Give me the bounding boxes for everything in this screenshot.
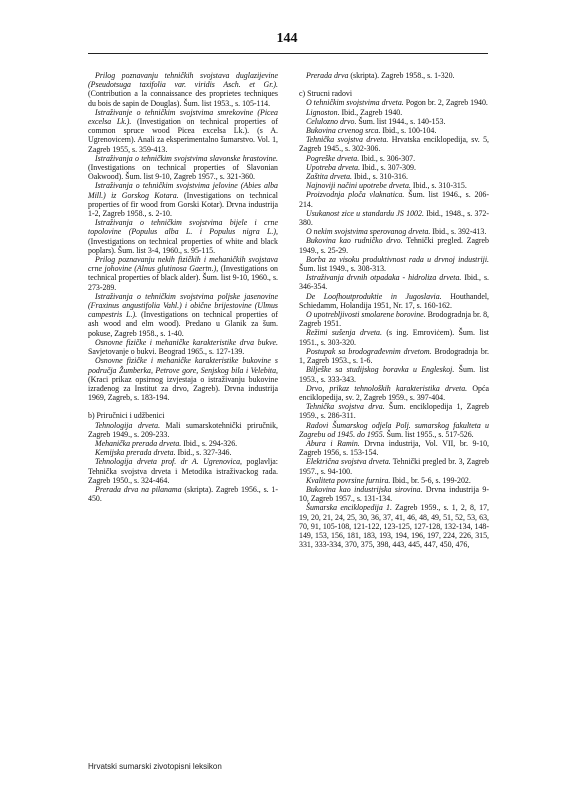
entry-details: Ibid., s. 346-354.: [299, 273, 489, 292]
entry-title: Kvaliteta povrsine furnira.: [306, 475, 391, 485]
entry-details: (skripta). Zagreb 1958., s. 1-320.: [348, 71, 455, 80]
bibliography-entry: [299, 347, 489, 365]
entry-details: Šum. list 1946., s. 206-214.: [299, 190, 489, 209]
entry-title: Drvo, prikaz tehnoloških karakteristika drveta.: [306, 383, 468, 393]
entry-title: Prerada drva na pilanama: [95, 484, 182, 494]
entry-title: Mehanička prerada drveta.: [95, 438, 182, 448]
bibliography-entry: [299, 135, 489, 153]
entry-title: Osnovne fizičke i mehaničke karakteristike drva bukve.: [95, 337, 278, 347]
entry-title: Istraživanje o tehničkim svojstvima smrekovine (Picea excelsa Lk.).: [88, 107, 278, 127]
bibliography-entry: [299, 98, 489, 107]
bibliography-entry: [299, 227, 489, 236]
entry-title: Abura i Ramin.: [306, 438, 360, 448]
entry-details: (Contribution a la connaissance des proprietes techniques du bois de sapin de Douglas). Šum. list 1953., s. 105-114.: [88, 89, 278, 108]
bibliography-entry: [299, 126, 489, 135]
entry-title: Istraživanja o tehničkim svojstvima poljske jasenovine (Fraxinus angustifolia Vahl.) i obične brijestovine (Ulmus campestris L.).: [88, 291, 278, 320]
entry-title: O upotrebljivosti smolarene borovine.: [306, 310, 426, 320]
bibliography-entry: [299, 310, 489, 328]
entry-title: O nekim svojstvima sperovanog drveta.: [306, 227, 431, 237]
entry-details: Brodogradnja br. 1, Zagreb 1953., s. 1-6.: [299, 346, 490, 366]
bibliography-entry: [299, 190, 489, 208]
entry-details: (Investigations on technical properties of fir wood from Gorski Kotar). Drvna industrija 1-2, Zagreb 1958., s. 2-10.: [88, 190, 278, 219]
section-heading: [88, 411, 278, 420]
entry-details: Houthandel, Schiedamm, Holandija 1951, Nr. 17, s. 160-162.: [299, 291, 489, 310]
bibliography-entry: [88, 485, 278, 503]
entry-details: (skripta). Zagreb 1956., s. 1-450.: [88, 484, 278, 504]
entry-details: Hrvatska enciklopedija, sv. 5, Zagreb 1945., s. 302-306.: [299, 135, 490, 154]
entry-title: Bilješke sa studijskog boravka u Engleskoj.: [306, 365, 455, 375]
bibliography-entry: [299, 457, 489, 475]
entry-details: (Kraci prikaz opsirnog izvjestaja o istraživanju bukovine izrađenog za Institut za drvo, Zagreb). Drvna industrija 1969, Zagreb, s. 183-194.: [88, 374, 278, 403]
entry-title: Usukanost zice u standardu JS 1002.: [306, 208, 424, 218]
entry-title: Istraživanja o tehničkim svojstvima jelovine (Abies alba Mill.) iz Gorskog Kotara.: [88, 181, 278, 200]
entry-title: Najnoviji načini upotrebe drveta.: [306, 181, 411, 191]
bibliography-entry: [88, 218, 278, 255]
bibliography-entry: [299, 384, 489, 402]
bibliography-entry: [299, 439, 489, 457]
entry-details: (Investigations on technical properties of black alder). Šum. list 9-10, 1960., s. 273-289.: [88, 264, 278, 292]
entry-title: Borba za visoku produktivnost rada u drvnoj industriji.: [306, 254, 489, 264]
entry-title: Režimi sušenja drveta.: [306, 328, 382, 338]
entry-details: poglavlja: Tehnička svojstva drveta i Metodika istraživackog rada. Zagreb 1950., s. 324-464.: [88, 457, 278, 485]
entry-title: Bukovina kao industrijska sirovina.: [306, 484, 423, 494]
bibliography-entry: [299, 172, 489, 181]
entry-details: (Investigations on technical properties of ash wood and elm wood). Predano u Glanik za šum. pokuse, Zagreb 1958., s. 1-40.: [88, 310, 278, 338]
bibliography-entry: [299, 485, 489, 503]
bibliography-entry: [88, 154, 278, 182]
entry-details: Šum. list 1955., s. 517-526.: [384, 429, 474, 439]
entry-title: Tehnička svojstva drva.: [306, 402, 385, 412]
bibliography-entry: [88, 181, 278, 218]
bibliography-entry: [299, 236, 489, 254]
entry-title: Lignoston.: [306, 107, 340, 117]
entry-details: Brodogradnja br. 8, Zagreb 1951.: [299, 310, 490, 329]
entry-title: Prilog poznavanju nekih fizičkih i mehaničkih svojstava crne johovine (Alnus glutinosa Gaertn.),: [88, 255, 278, 274]
right-column: [299, 71, 489, 549]
bibliography-entry: [299, 292, 489, 310]
entry-details: Ibid., s. 310-316.: [352, 172, 408, 182]
entry-title: O tehničkim svojstvima drveta.: [306, 98, 404, 108]
bibliography-entry: [299, 209, 489, 227]
bibliography-entry: [299, 108, 489, 117]
entry-title: Tehnologija drveta prof. dr A. Ugrenovica,: [95, 457, 243, 467]
entry-details: (Investigations on technical properties of Slavonian Oakwood). Šum. list 9-10, Zagreb 1957., s. 321-360.: [88, 163, 278, 182]
bibliography-entry: [299, 476, 489, 485]
entry-details: Savjetovanje o bukvi. Beograd 1965., s. 127-139.: [88, 347, 245, 357]
entry-title: Celulozno drvo.: [306, 116, 357, 126]
bibliography-entry: [88, 108, 278, 154]
entry-title: Električna svojstva drveta.: [306, 457, 391, 467]
entry-title: Istraživanja o tehničkim svojstvima bijele i crne topolovine (Populus alba L. i Populus nigra L.),: [88, 218, 278, 237]
entry-details: Ibid., s. 307-309.: [360, 162, 416, 172]
entry-title: Tehnička svojstva drveta.: [306, 135, 389, 145]
entry-details: Mali sumarskotehnički priručnik, Zagreb 1949., s. 209-233.: [88, 420, 278, 439]
bibliography-entry: [88, 421, 278, 439]
entry-details: Ibid., 1948., s. 372-380.: [299, 208, 489, 228]
entry-details: (s ing. Emroviċem). Šum. list 1951., s. 303-320.: [299, 328, 489, 347]
bibliography-entry: [88, 356, 278, 402]
entry-title: Pogreške drveta.: [306, 153, 360, 163]
bibliography-entry: [299, 255, 489, 273]
entry-details: Ibid., s. 327-346.: [175, 448, 232, 458]
entry-details: c) Strucni radovi: [299, 89, 353, 99]
entry-details: Šum. enciklopedija 1, Zagreb 1959., s. 286-311.: [299, 402, 489, 421]
entry-title: Istraživanja drvnih otpadaka - hidroliza drveta.: [306, 273, 462, 283]
bibliography-entry: [299, 273, 489, 291]
bibliography-entry: [299, 71, 489, 80]
entry-details: Opća enciklopedija, sv. 2, Zagreb 1959., s. 397-404.: [299, 383, 489, 402]
entry-details: Ibid., s. 392-413.: [430, 227, 487, 237]
bibliography-entry: [299, 365, 489, 383]
bibliography-entry: [299, 154, 489, 163]
bibliography-entry: [299, 402, 489, 420]
bibliography-entry: [88, 71, 278, 108]
entry-details: b) Priručnici i udžbenici: [88, 411, 165, 421]
entry-details: Ibid., s. 310-315.: [410, 181, 467, 191]
entry-details: Šum. list 1944., s. 140-153.: [356, 116, 446, 126]
entry-details: Tehnički pregled. Zagreb 1949., s. 25-29.: [299, 236, 489, 255]
entry-title: Bukovina crvenog srca.: [306, 126, 381, 136]
entry-title: Upotreba drveta.: [306, 162, 361, 172]
entry-details: Pogon br. 2, Zagreb 1940.: [403, 98, 488, 108]
entry-title: De Loofhoutproduktie in Jugoslavia.: [306, 291, 442, 301]
header-rule: [88, 53, 488, 54]
bibliography-entry: [88, 255, 278, 292]
section-heading: [299, 89, 489, 98]
bibliography-entry: [299, 328, 489, 346]
entry-details: Ibid., s. 306-307.: [359, 153, 416, 163]
entry-details: Zagreb 1959., s. 1, 2, 8, 17, 19, 20, 21, 24, 25, 30, 36, 37, 41, 46, 48, 49, 51, 52, 53, 63, 70, 91, 105-108, 121-122, 123-125, 127-128, 132-134, 148-149, 153, 156, 181, 183, 193, 194, 196, 197, 224, 226, 315, 331, 333-334, 370, 375, 398, 443, 445, 447, 450, 476,: [299, 503, 489, 550]
entry-title: Tehnologija drveta.: [95, 420, 161, 430]
entry-title: Postupak sa brodograđevnim drvetom.: [306, 346, 432, 356]
entry-details: Šum. list 1949., s. 308-313.: [299, 264, 387, 274]
entry-title: Osnovne fizičke i mehaničke karakteristike bukovine s područja Žumberka, Petrove gore, Senjskog bila i Velebita,: [88, 356, 278, 375]
entry-title: Kemijska prerada drveta.: [95, 448, 176, 458]
page-footer: Hrvatski sumarski zivotopisni leksikon: [88, 762, 222, 771]
entry-details: Ibid., s. 294-326.: [181, 438, 238, 448]
bibliography-entry: [299, 163, 489, 172]
bibliography-entry: [88, 439, 278, 448]
entry-details: (Investigations on technical properties of white and black poplars). Šum. list 3-4, 1960., s. 95-115.: [88, 236, 278, 255]
entry-title: Proizvodnja ploča vlaknatica.: [306, 190, 405, 200]
left-column: [88, 71, 278, 503]
entry-title: Bukovina kao rudničko drvo.: [306, 236, 403, 246]
entry-details: Ibid., Zagreb 1940.: [339, 107, 403, 117]
entry-details: Drvna industrija 9-10, Zagreb 1957., s. 131-134.: [299, 484, 489, 504]
entry-title: Prilog poznavanju tehničkih svojstava duglazijevine (Pseudotsuga taxifolia var. viridis Asch. et Gr.).: [88, 71, 278, 90]
entry-details: (Investigation on technical properties of common spruce wood Picea excelsa Lk.). (s A. Ugrenovicem). Anali za eksperimentalno šumarstvo. Vol. 1, Zagreb 1955, s. 359-413.: [88, 117, 279, 154]
entry-details: Ibid., br. 5-6, s. 199-202.: [390, 475, 471, 485]
bibliography-entry: [88, 448, 278, 457]
page-number: 144: [276, 31, 298, 46]
entry-title: Istraživanja o tehničkim svojstvima slavonske hrastovine.: [95, 153, 278, 163]
bibliography-entry: [299, 117, 489, 126]
entry-title: Prerada drva: [306, 71, 349, 80]
bibliography-entry: [299, 503, 489, 549]
bibliography-entry: [88, 292, 278, 338]
entry-title: Šumarska enciklopedija 1.: [306, 503, 392, 513]
entry-details: Ibid., s. 100-104.: [380, 126, 437, 136]
entry-details: Drvna industrija, Vol. VII, br. 9-10, Zagreb 1956, s. 153-154.: [299, 438, 489, 458]
entry-details: Šum. list 1953., s. 333-343.: [299, 365, 489, 384]
bibliography-entry: [299, 421, 489, 439]
entry-details: Tehnički pregled br. 3, Zagreb 1957., s. 94-100.: [299, 457, 489, 476]
entry-title: Radovi Šumarskog odjela Polj. sumarskog fakulteta u Zagrebu od 1945. do 1955.: [299, 420, 489, 439]
entry-title: Zaštita drveta.: [306, 172, 353, 182]
bibliography-entry: [88, 457, 278, 485]
bibliography-entry: [88, 338, 278, 356]
